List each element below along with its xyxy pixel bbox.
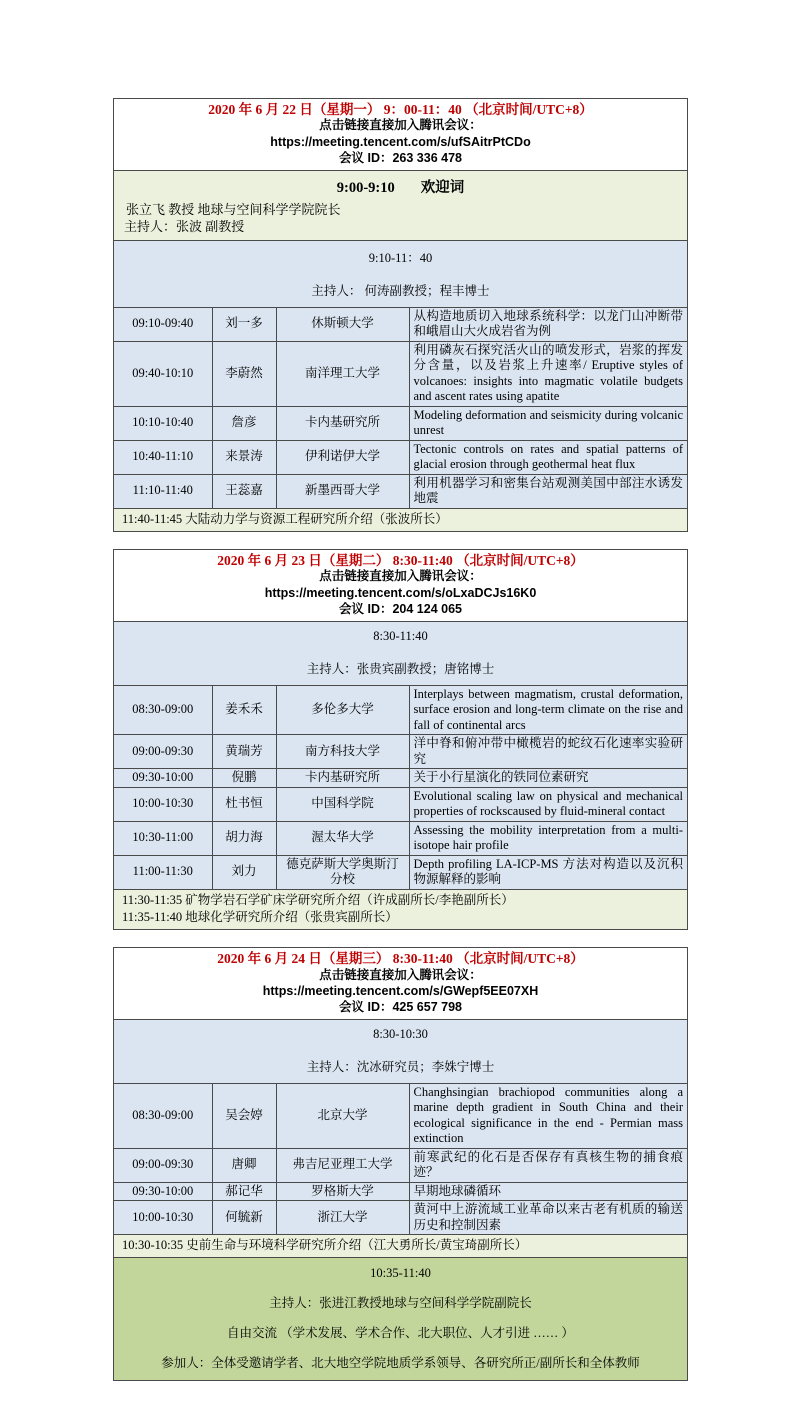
join-instruction: 点击链接直接加入腾讯会议： <box>319 967 482 982</box>
talk-time: 08:30-09:00 <box>114 1083 212 1148</box>
institute-intro-line-1: 11:40-11:45 大陆动力学与资源工程研究所介绍（张波所长） <box>122 511 448 526</box>
welcome-heading: 欢迎词 <box>420 179 465 196</box>
closing-line-2: 自由交流 （学术发展、学术合作、北大职位、人才引进 …… ） <box>227 1326 574 1341</box>
talk-row <box>114 406 687 440</box>
talk-time: 10:10-10:40 <box>114 406 212 440</box>
welcome-title <box>114 173 687 201</box>
talk-title: Modeling deformation and seismicity during volcanic unrest <box>409 406 687 440</box>
talk-title: Depth profiling LA-ICP-MS 方法对构造以及沉积物源解释的影响 <box>409 855 687 889</box>
session-hosts: 主持人：张贵宾副教授；唐铭博士 <box>306 661 495 676</box>
meeting-id: 会议 ID：263 336 478 <box>339 151 462 166</box>
speaker-affiliation: 中国科学院 <box>276 787 409 821</box>
meeting-link[interactable]: https://meeting.tencent.com/s/ufSAitrPtCDo <box>270 135 531 150</box>
closing-time: 10:35-11:40 <box>370 1266 431 1281</box>
session-time: 8:30-11:40 <box>373 628 428 643</box>
speaker-affiliation: 罗格斯大学 <box>276 1182 409 1201</box>
session-hosts: 主持人：沈冰研究员；李姝宁博士 <box>306 1059 495 1074</box>
talk-title: 利用机器学习和密集台站观测美国中部注水诱发地震 <box>409 474 687 508</box>
session-time-hosts <box>114 240 687 307</box>
welcome-line-1: 张立飞 教授 地球与空间科学学院院长 <box>126 201 341 217</box>
speaker-affiliation: 浙江大学 <box>276 1201 409 1235</box>
speaker-name: 李蔚然 <box>212 341 276 406</box>
welcome-line-2: 主持人：张波 副教授 <box>124 219 245 235</box>
speaker-name: 胡力海 <box>212 821 276 855</box>
talk-title: 前寒武纪的化石是否保存有真核生物的捕食痕迹？ <box>409 1148 687 1182</box>
talk-row <box>114 769 687 788</box>
talks-table <box>114 685 687 889</box>
day-block-1 <box>113 98 688 532</box>
talk-row <box>114 1148 687 1182</box>
session-time-hosts <box>114 621 687 685</box>
talks-table <box>114 1083 687 1235</box>
talk-time: 09:00-09:30 <box>114 1148 212 1182</box>
session-time: 8:30-10:30 <box>373 1026 428 1041</box>
institute-intro-section <box>114 508 687 531</box>
speaker-name: 来景涛 <box>212 440 276 474</box>
talk-row <box>114 1182 687 1201</box>
speaker-affiliation: 弗吉尼亚理工大学 <box>276 1148 409 1182</box>
meeting-id: 会议 ID：425 657 798 <box>339 1000 462 1015</box>
session-header-block <box>114 550 687 621</box>
talk-title: Interplays between magmatism, crustal deformation, surface erosion and long-term climate on the rise and fall of continental arcs <box>409 685 687 735</box>
talk-time: 08:30-09:00 <box>114 685 212 735</box>
speaker-name: 詹彦 <box>212 406 276 440</box>
institute-intro-section <box>114 889 687 930</box>
talk-row <box>114 341 687 406</box>
talk-row <box>114 855 687 889</box>
talk-row <box>114 787 687 821</box>
speaker-affiliation: 渥太华大学 <box>276 821 409 855</box>
closing-line-1: 主持人：张进江教授地球与空间科学学院副院长 <box>269 1296 532 1311</box>
speaker-name: 何毓新 <box>212 1201 276 1235</box>
speaker-name: 黄瑞芳 <box>212 735 276 769</box>
welcome-section <box>114 170 687 240</box>
session-hosts: 主持人： 何涛副教授；程丰博士 <box>311 283 490 298</box>
talk-row <box>114 474 687 508</box>
speaker-affiliation: 卡内基研究所 <box>276 406 409 440</box>
talk-time: 09:10-09:40 <box>114 307 212 341</box>
welcome-time: 9:00-9:10 <box>336 179 395 196</box>
talk-row <box>114 821 687 855</box>
session-date: 2020 年 6 月 24 日（星期三） 8:30-11:40 （北京时间/UTC+8） <box>217 951 584 967</box>
closing-session <box>114 1257 687 1380</box>
speaker-affiliation: 伊利诺伊大学 <box>276 440 409 474</box>
day-block-2 <box>113 549 688 930</box>
talk-time: 09:00-09:30 <box>114 735 212 769</box>
speaker-name: 王蕊嘉 <box>212 474 276 508</box>
speaker-affiliation: 南洋理工大学 <box>276 341 409 406</box>
speaker-affiliation: 多伦多大学 <box>276 685 409 735</box>
day-block-3 <box>113 947 688 1381</box>
talks-table <box>114 307 687 508</box>
session-header-block <box>114 948 687 1019</box>
talk-row <box>114 735 687 769</box>
session-time: 9:10-11：40 <box>368 250 433 265</box>
speaker-name: 刘一多 <box>212 307 276 341</box>
talk-time: 10:30-11:00 <box>114 821 212 855</box>
talk-time: 09:40-10:10 <box>114 341 212 406</box>
talk-row <box>114 1201 687 1235</box>
speaker-affiliation: 德克萨斯大学奥斯汀分校 <box>276 855 409 889</box>
speaker-name: 姜禾禾 <box>212 685 276 735</box>
talk-row <box>114 685 687 735</box>
speaker-affiliation: 卡内基研究所 <box>276 769 409 788</box>
talk-time: 09:30-10:00 <box>114 1182 212 1201</box>
talk-time: 11:10-11:40 <box>114 474 212 508</box>
closing-line-3: 参加人：全体受邀请学者、北大地空学院地质学系领导、各研究所正/副所长和全体教师 <box>161 1356 640 1371</box>
session-time-hosts <box>114 1019 687 1083</box>
talk-title: 早期地球磷循环 <box>409 1182 687 1201</box>
meeting-link[interactable]: https://meeting.tencent.com/s/GWepf5EE07XH <box>262 984 539 999</box>
talk-title: Assessing the mobility interpretation from a multi-isotope hair profile <box>409 821 687 855</box>
talk-title: 利用磷灰石探究活火山的喷发形式，岩浆的挥发分含量，以及岩浆上升速率/ Eruptive styles of volcanoes: insights into magmatic volatile budgets and ascent rates using apatite <box>409 341 687 406</box>
institute-intro-line-2: 11:35-11:40 地球化学研究所介绍（张贵宾副所长） <box>122 909 398 924</box>
talk-title: 关于小行星演化的铁同位素研究 <box>409 769 687 788</box>
speaker-name: 郝记华 <box>212 1182 276 1201</box>
meeting-id: 会议 ID：204 124 065 <box>339 602 462 617</box>
speaker-name: 倪鹏 <box>212 769 276 788</box>
institute-intro-line-1: 11:30-11:35 矿物学岩石学矿床学研究所介绍（许成副所长/李艳副所长） <box>122 892 514 907</box>
talk-time: 09:30-10:00 <box>114 769 212 788</box>
talk-title: 黄河中上游流域工业革命以来古老有机质的输送历史和控制因素 <box>409 1201 687 1235</box>
talk-time: 10:00-10:30 <box>114 787 212 821</box>
talk-title: Changhsingian brachiopod communities along a marine depth gradient in South China and their ecological significance in the end - Permian mass extinction <box>409 1083 687 1148</box>
session-date: 2020 年 6 月 22 日（星期一） 9：00-11：40 （北京时间/UTC+8） <box>208 102 593 117</box>
speaker-name: 唐卿 <box>212 1148 276 1182</box>
speaker-affiliation: 北京大学 <box>276 1083 409 1148</box>
speaker-name: 刘力 <box>212 855 276 889</box>
talk-title: 洋中脊和俯冲带中橄榄岩的蛇纹石化速率实验研究 <box>409 735 687 769</box>
join-instruction: 点击链接直接加入腾讯会议： <box>319 569 482 584</box>
institute-intro-line-1: 10:30-10:35 史前生命与环境科学研究所介绍（江大勇所长/黄宝琦副所长） <box>122 1238 528 1253</box>
institute-intro-section <box>114 1234 687 1257</box>
talk-title: 从构造地质切入地球系统科学：以龙门山冲断带和峨眉山大火成岩省为例 <box>409 307 687 341</box>
talk-row <box>114 1083 687 1148</box>
session-date: 2020 年 6 月 23 日（星期二） 8:30-11:40 （北京时间/UTC+8） <box>217 552 584 568</box>
speaker-name: 吴会婷 <box>212 1083 276 1148</box>
talk-time: 11:00-11:30 <box>114 855 212 889</box>
speaker-affiliation: 南方科技大学 <box>276 735 409 769</box>
speaker-affiliation: 休斯顿大学 <box>276 307 409 341</box>
talk-time: 10:00-10:30 <box>114 1201 212 1235</box>
join-instruction: 点击链接直接加入腾讯会议： <box>319 118 482 133</box>
talk-title: Evolutional scaling law on physical and mechanical properties of rockscaused by fluid-mineral contact <box>409 787 687 821</box>
talk-time: 10:40-11:10 <box>114 440 212 474</box>
meeting-link[interactable]: https://meeting.tencent.com/s/oLxaDCJs16K0 <box>264 586 537 601</box>
session-header-block <box>114 99 687 170</box>
speaker-affiliation: 新墨西哥大学 <box>276 474 409 508</box>
talk-row <box>114 307 687 341</box>
talk-title: Tectonic controls on rates and spatial patterns of glacial erosion through geothermal heat flux <box>409 440 687 474</box>
talk-row <box>114 440 687 474</box>
speaker-name: 杜书恒 <box>212 787 276 821</box>
